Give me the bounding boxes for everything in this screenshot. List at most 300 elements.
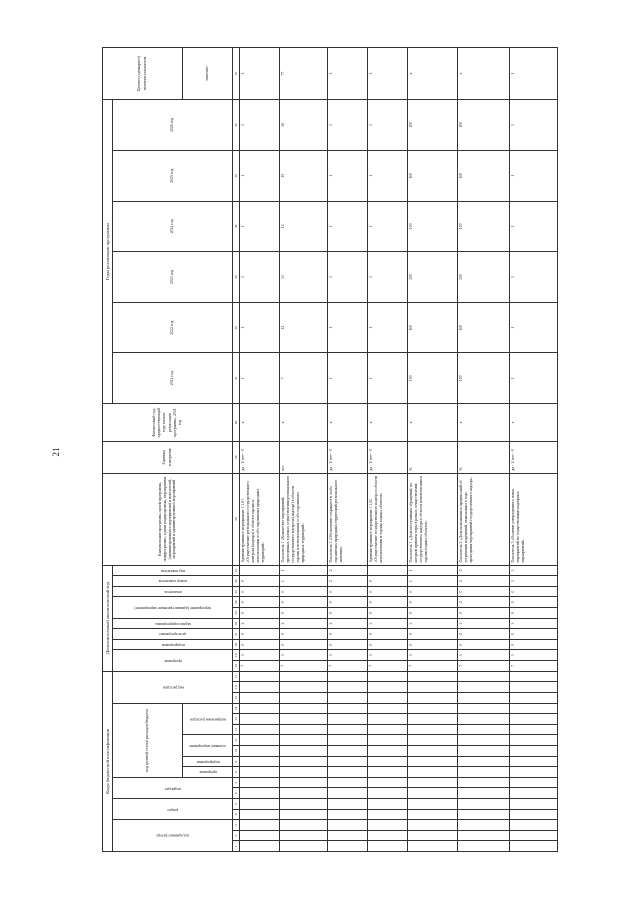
budget-code-cell: [408, 671, 458, 682]
budget-code-cell: [510, 799, 558, 810]
row-year-value-cell: 1: [368, 150, 408, 201]
table-row: [458, 48, 510, 852]
budget-code-cell: [510, 788, 558, 799]
budget-code-cell: [458, 777, 510, 788]
budget-code-cell: [328, 788, 368, 799]
row-fin-year-cell: х: [240, 404, 280, 442]
column-number: 29: [233, 441, 240, 473]
analytic-code-cell: 0: [510, 639, 558, 650]
column-number: 13: [233, 714, 240, 725]
row-year-value-cell: 100: [408, 100, 458, 151]
budget-code-cell: [368, 746, 408, 757]
analytic-code-cell: 0: [328, 639, 368, 650]
budget-code-cell: [510, 671, 558, 682]
row-year-value-cell: 1: [368, 353, 408, 404]
analytic-code-cell: 3: [510, 650, 558, 661]
row-year-value-cell: 1: [368, 252, 408, 303]
row-year-value-cell: 100: [458, 252, 510, 303]
budget-code-cell: [328, 714, 368, 725]
analytic-code-cell: 0: [458, 586, 510, 597]
analytic-code-cell: 0: [240, 629, 280, 640]
analytic-code-cell: 0: [328, 586, 368, 597]
row-year-value-cell: 15: [280, 150, 328, 201]
budget-codes-header: Коды бюджетной классификации: [103, 671, 113, 851]
budget-code-cell: [458, 693, 510, 704]
row-target-value-cell: 1: [328, 48, 368, 100]
analytic-code-cell: 0: [408, 597, 458, 608]
column-number: 34: [233, 201, 240, 252]
table-row: [240, 48, 280, 852]
column-number: 20: [233, 639, 240, 650]
row-target-value-cell: х: [458, 48, 510, 100]
budget-code-cell: [510, 777, 558, 788]
analytic-code-cell: 0: [510, 629, 558, 640]
budget-code-cell: [408, 714, 458, 725]
budget-code-cell: [328, 820, 368, 831]
analytic-code-cell: 2: [328, 576, 368, 587]
analytic-code-cell: 7: [280, 661, 328, 672]
program-table-rotated: [102, 47, 526, 852]
column-number: 11: [233, 735, 240, 746]
analytic-code-cell: [368, 565, 408, 576]
column-number: 16: [233, 682, 240, 693]
analytic-code-cell: 0: [510, 597, 558, 608]
analytic-code-cell: 3: [458, 650, 510, 661]
analytic-code-cell: 7: [368, 661, 408, 672]
column-number: 15: [233, 693, 240, 704]
analytic-code-cell: 0: [328, 597, 368, 608]
budget-code-cell: [458, 820, 510, 831]
budget-code-cell: [368, 841, 408, 852]
column-number: 12: [233, 724, 240, 735]
row-year-value-cell: 100: [458, 201, 510, 252]
row-year-value-cell: 100: [458, 302, 510, 353]
extra-measure-header: мероприятие (административное мероприятие): [113, 597, 233, 618]
analytic-code-cell: 0: [408, 586, 458, 597]
budget-code-cell: [240, 671, 280, 682]
budget-code-cell: [510, 841, 558, 852]
extra-indicator-number-header: номер показателя: [113, 576, 233, 587]
row-name-cell: Показатель 1 «Количество мероприятий, проведенных в рамках осуществления регионального государственного контроля (надзора) в области охраны и использования особо охраняемых природных территорий»: [280, 473, 328, 565]
budget-code-cell: [280, 809, 328, 820]
budget-code-cell: [458, 746, 510, 757]
budget-code-cell: [240, 809, 280, 820]
analytic-code-cell: 0: [240, 639, 280, 650]
row-year-value-cell: 100: [408, 302, 458, 353]
analytic-code-cell: 1: [280, 565, 328, 576]
budget-code-cell: [408, 777, 458, 788]
budget-code-cell: [280, 767, 328, 778]
budget-code-cell: [368, 767, 408, 778]
budget-code-cell: [240, 746, 280, 757]
analytic-code-cell: 0: [458, 597, 510, 608]
ti-main-measure-header: основное мероприятие: [183, 735, 233, 756]
row-year-value-cell: 1: [510, 201, 558, 252]
budget-code-cell: [368, 671, 408, 682]
analytic-code-cell: 3: [408, 650, 458, 661]
row-year-value-cell: 1: [510, 100, 558, 151]
analytic-code-cell: 3: [510, 618, 558, 629]
budget-code-cell: [328, 799, 368, 810]
column-number: 25: [233, 586, 240, 597]
budget-code-cell: [408, 682, 458, 693]
budget-code-cell: [280, 756, 328, 767]
budget-code-cell: [458, 767, 510, 778]
budget-code-cell: [408, 830, 458, 841]
budget-code-cell: [240, 682, 280, 693]
analytic-code-cell: 0: [328, 629, 368, 640]
budget-code-cell: [240, 788, 280, 799]
budget-code-cell: [368, 830, 408, 841]
row-fin-year-cell: х: [408, 404, 458, 442]
budget-code-cell: [510, 682, 558, 693]
budget-code-cell: [368, 682, 408, 693]
row-year-value-cell: 100: [458, 353, 510, 404]
column-number: 4: [233, 809, 240, 820]
column-numbers-row: [233, 48, 240, 852]
table-row: [328, 48, 368, 852]
analytic-code-cell: 0: [510, 608, 558, 619]
target-value-header: Целевое (суммарное) значение показателя: [103, 48, 183, 100]
budget-code-cell: [328, 777, 368, 788]
column-number: 8: [233, 767, 240, 778]
table-row: [280, 48, 328, 852]
year-2023-header: 2023 год: [113, 252, 233, 303]
budget-code-cell: [368, 735, 408, 746]
budget-code-cell: [510, 714, 558, 725]
extra-goal-header: цель программы: [113, 629, 233, 640]
budget-code-cell: [458, 756, 510, 767]
row-fin-year-cell: х: [280, 404, 328, 442]
analytic-code-cell: 2: [328, 565, 368, 576]
row-name-cell: Показатель 2 «Доля выполненных предписаний об устранении нарушений, выявленных в ходе проведения мероприятий государственного надзора»: [458, 473, 510, 565]
row-unit-cell: да - 1/ нет - 0: [368, 441, 408, 473]
budget-code-cell: [280, 820, 328, 831]
row-year-value-cell: 1: [510, 302, 558, 353]
row-unit-cell: да - 1/ нет - 0: [240, 441, 280, 473]
budget-code-cell: [280, 671, 328, 682]
column-number: 35: [233, 150, 240, 201]
analytic-code-cell: 0: [368, 597, 408, 608]
row-year-value-cell: 1: [328, 201, 368, 252]
budget-code-cell: [328, 693, 368, 704]
row-year-value-cell: 100: [408, 252, 458, 303]
column-number: 7: [233, 777, 240, 788]
budget-code-cell: [408, 735, 458, 746]
row-fin-year-cell: х: [458, 404, 510, 442]
row-year-value-cell: 1: [328, 252, 368, 303]
ti-subprogram-header: подпрограмма: [183, 756, 233, 767]
budget-code-cell: [280, 703, 328, 714]
row-name-cell: Показатель 1 «Доля поступивших обращений, по которым приняты меры в рамках осуществления государственного надзора в области использования и охраны водных объектов»: [408, 473, 458, 565]
column-number: 17: [233, 671, 240, 682]
page-number: 21: [51, 447, 61, 457]
analytic-code-cell: 0: [368, 576, 408, 587]
budget-code-cell: [280, 830, 328, 841]
extra-task-header: задачи подпрограммы: [113, 618, 233, 629]
budget-code-cell: [408, 746, 458, 757]
analytic-code-cell: 2: [328, 618, 368, 629]
analytic-code-cell: 3: [328, 650, 368, 661]
year-2022-header: 2022 год: [113, 302, 233, 353]
column-number: 19: [233, 650, 240, 661]
budget-code-cell: [240, 735, 280, 746]
row-year-value-cell: 7: [280, 353, 328, 404]
budget-code-cell: [510, 724, 558, 735]
column-number: 33: [233, 252, 240, 303]
row-unit-cell: %: [408, 441, 458, 473]
analytic-code-cell: 0: [240, 608, 280, 619]
target-value-subheader: значение: [183, 48, 233, 100]
analytic-code-cell: 2: [240, 618, 280, 629]
budget-code-cell: [240, 756, 280, 767]
fin-year-column-header: Финансовый год, предшествующий году начала реализации программы, 2021 год: [103, 404, 233, 442]
section-header: раздел: [113, 799, 233, 820]
budget-code-cell: [328, 703, 368, 714]
budget-code-cell: [280, 841, 328, 852]
column-number: 27: [233, 565, 240, 576]
budget-code-cell: [328, 682, 368, 693]
row-name-cell: Административное мероприятие 1.1.01 «Осуществление регионального государственного контроля (надзора) в области охраны и использования особо охраняемых природных территорий»: [240, 473, 280, 565]
row-year-value-cell: 1: [328, 100, 368, 151]
budget-code-cell: [328, 841, 368, 852]
analytic-code-cell: 0: [280, 639, 328, 650]
analytic-code-cell: 1: [408, 565, 458, 576]
budget-code-cell: [458, 841, 510, 852]
budget-code-cell: [368, 788, 408, 799]
row-fin-year-cell: х: [510, 404, 558, 442]
budget-code-cell: [240, 820, 280, 831]
row-year-value-cell: 1: [510, 353, 558, 404]
row-year-value-cell: 1: [240, 100, 280, 151]
table-row: [408, 48, 458, 852]
budget-code-cell: [510, 693, 558, 704]
budget-code-cell: [280, 788, 328, 799]
row-year-value-cell: 1: [368, 201, 408, 252]
row-year-value-cell: 1: [368, 302, 408, 353]
budget-code-cell: [240, 799, 280, 810]
row-fin-year-cell: х: [328, 404, 368, 442]
budget-code-cell: [408, 820, 458, 831]
budget-code-cell: [510, 703, 558, 714]
ti-direction-header: направление расходов: [183, 703, 233, 735]
budget-code-cell: [510, 820, 558, 831]
budget-code-cell: [240, 767, 280, 778]
budget-code-cell: [240, 841, 280, 852]
program-indicators-table: [102, 47, 558, 852]
budget-code-cell: [368, 820, 408, 831]
analytic-code-cell: 3: [240, 650, 280, 661]
year-2025-header: 2025 год: [113, 150, 233, 201]
column-number: 37: [233, 48, 240, 100]
table-row: [510, 48, 558, 852]
budget-code-cell: [458, 809, 510, 820]
analytic-code-cell: 2: [458, 565, 510, 576]
analytic-code-cell: 7: [328, 661, 368, 672]
analytic-code-cell: 7: [510, 661, 558, 672]
analytic-code-cell: 7: [458, 661, 510, 672]
row-year-value-cell: 1: [328, 150, 368, 201]
budget-code-cell: [280, 714, 328, 725]
vr-header: вид расходов: [113, 671, 233, 703]
column-number: 30: [233, 404, 240, 442]
budget-code-cell: [280, 799, 328, 810]
column-number: 6: [233, 788, 240, 799]
budget-code-cell: [408, 703, 458, 714]
budget-code-cell: [240, 693, 280, 704]
year-2024-header: 2024 год: [113, 201, 233, 252]
row-year-value-cell: 1: [240, 201, 280, 252]
analytic-code-cell: 7: [240, 661, 280, 672]
budget-code-cell: [328, 809, 368, 820]
analytic-code-cell: 0: [240, 586, 280, 597]
row-target-value-cell: 1: [368, 48, 408, 100]
budget-code-cell: [408, 693, 458, 704]
budget-code-cell: [328, 735, 368, 746]
analytic-code-cell: 0: [368, 629, 408, 640]
row-unit-cell: шт.: [280, 441, 328, 473]
year-2026-header: 2026 год: [113, 100, 233, 151]
analytic-code-cell: 1: [280, 576, 328, 587]
budget-code-cell: [328, 746, 368, 757]
row-name-cell: Показатель 3 «Наличие утвержденного плана мероприятий по осуществлению надзорных мероприятий»: [510, 473, 558, 565]
budget-code-cell: [328, 830, 368, 841]
budget-code-cell: [280, 777, 328, 788]
budget-code-cell: [368, 799, 408, 810]
analytic-code-cell: 0: [408, 629, 458, 640]
analytic-code-cell: 0: [240, 597, 280, 608]
analytic-code-cell: 0: [280, 629, 328, 640]
budget-code-cell: [240, 724, 280, 735]
budget-code-cell: [328, 671, 368, 682]
row-year-value-cell: 100: [408, 150, 458, 201]
budget-code-cell: [368, 756, 408, 767]
budget-code-cell: [240, 830, 280, 841]
budget-code-cell: [368, 703, 408, 714]
budget-code-cell: [458, 682, 510, 693]
column-number: 5: [233, 799, 240, 810]
budget-code-cell: [510, 735, 558, 746]
budget-code-cell: [328, 767, 368, 778]
row-year-value-cell: 1: [328, 302, 368, 353]
budget-code-cell: [458, 703, 510, 714]
analytic-code-cell: 7: [408, 661, 458, 672]
extra-indicator-header: показатель: [113, 586, 233, 597]
row-name-cell: Административное мероприятие 1.1.02 «Осуществление государственного надзора в области использования и охраны водных объектов»: [368, 473, 408, 565]
analytic-code-cell: 0: [280, 597, 328, 608]
column-number: 22: [233, 618, 240, 629]
column-number: 3: [233, 820, 240, 831]
admin-code-header: код администратора: [113, 820, 233, 852]
analytic-code-cell: 0: [280, 608, 328, 619]
analytic-code-cell: 0: [458, 639, 510, 650]
analytic-code-cell: 0: [458, 629, 510, 640]
budget-code-cell: [458, 735, 510, 746]
table-row: [368, 48, 408, 852]
budget-code-cell: [458, 724, 510, 735]
column-number: 9: [233, 756, 240, 767]
extra-codes-header: Дополнительный аналитический код: [103, 565, 113, 671]
row-unit-cell: %: [458, 441, 510, 473]
budget-code-cell: [510, 756, 558, 767]
column-number: 23: [233, 608, 240, 619]
analytic-code-cell: 0: [368, 586, 408, 597]
row-year-value-cell: 1: [240, 353, 280, 404]
unit-column-header: Единица измерения: [103, 441, 233, 473]
row-year-value-cell: 1: [240, 302, 280, 353]
analytic-code-cell: 0: [408, 608, 458, 619]
row-target-value-cell: 1: [240, 48, 280, 100]
row-year-value-cell: 100: [408, 353, 458, 404]
target-item-header: код целевой статьи расходов бюджета: [113, 703, 183, 777]
budget-code-cell: [328, 756, 368, 767]
analytic-code-cell: 3: [408, 618, 458, 629]
row-year-value-cell: 13: [280, 252, 328, 303]
budget-code-cell: [368, 693, 408, 704]
budget-code-cell: [408, 809, 458, 820]
budget-code-cell: [458, 788, 510, 799]
analytic-code-cell: 0: [240, 576, 280, 587]
budget-code-cell: [368, 777, 408, 788]
budget-code-cell: [408, 767, 458, 778]
years-header: Годы реализации программы: [103, 100, 113, 404]
ti-program-header: программа: [183, 767, 233, 778]
budget-code-cell: [510, 767, 558, 778]
budget-code-cell: [458, 830, 510, 841]
budget-code-cell: [280, 724, 328, 735]
budget-code-cell: [408, 841, 458, 852]
budget-code-cell: [408, 799, 458, 810]
column-number: 14: [233, 703, 240, 714]
row-year-value-cell: 16: [280, 100, 328, 151]
subsection-header: подраздел: [113, 777, 233, 798]
extra-program-header: программа: [113, 650, 233, 671]
column-number: 26: [233, 576, 240, 587]
analytic-code-cell: 3: [368, 650, 408, 661]
column-number: 1: [233, 841, 240, 852]
row-year-value-cell: 1: [240, 252, 280, 303]
extra-indicator-type-header: вид показателя: [113, 565, 233, 576]
budget-code-cell: [280, 735, 328, 746]
budget-code-cell: [510, 746, 558, 757]
row-year-value-cell: 1: [240, 150, 280, 201]
column-number: 24: [233, 597, 240, 608]
row-name-cell: Показатель 2 «Обеспечение сохранности особо охраняемых природных территорий регионального значения»: [328, 473, 368, 565]
analytic-code-cell: 3: [510, 565, 558, 576]
row-year-value-cell: 100: [458, 100, 510, 151]
column-number: 31: [233, 353, 240, 404]
row-year-value-cell: 1: [510, 252, 558, 303]
column-number: 21: [233, 629, 240, 640]
row-year-value-cell: 1: [368, 100, 408, 151]
budget-code-cell: [458, 799, 510, 810]
analytic-code-cell: 3: [458, 618, 510, 629]
name-column-header: Наименование программы, целей программы, подпрограммы, задачи подпрограммы, мероприятия (административного мероприятия) и показателей, мероприятий и административных мероприятий: [103, 473, 233, 565]
row-target-value-cell: х: [408, 48, 458, 100]
budget-code-cell: [280, 746, 328, 757]
analytic-code-cell: 0: [458, 608, 510, 619]
row-year-value-cell: 14: [280, 201, 328, 252]
column-number: 10: [233, 746, 240, 757]
column-number: 2: [233, 830, 240, 841]
analytic-code-cell: 1: [408, 576, 458, 587]
analytic-code-cell: 3: [368, 618, 408, 629]
budget-code-cell: [240, 703, 280, 714]
analytic-code-cell: 0: [328, 608, 368, 619]
row-year-value-cell: 1: [510, 150, 558, 201]
analytic-code-cell: 3: [510, 576, 558, 587]
column-number: 18: [233, 661, 240, 672]
